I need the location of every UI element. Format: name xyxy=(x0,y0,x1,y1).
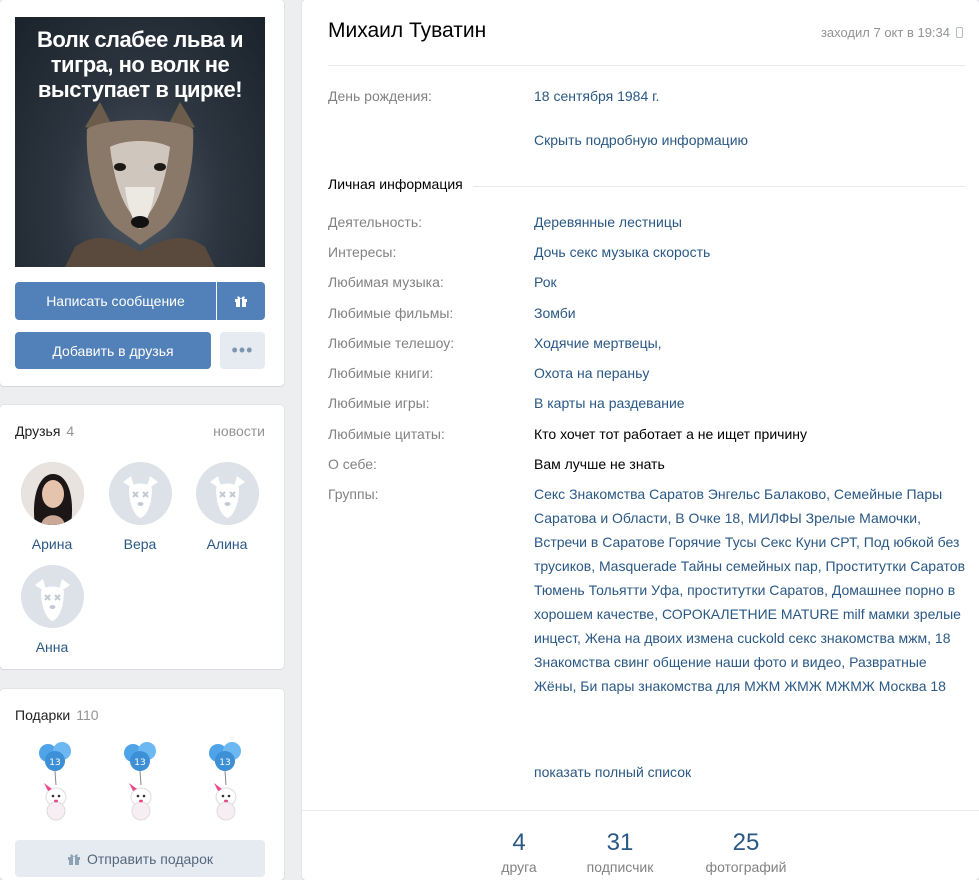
gift-item[interactable] xyxy=(28,739,88,823)
friend-avatar-placeholder xyxy=(21,565,84,628)
gift-button[interactable] xyxy=(217,282,265,320)
counter-followers[interactable] xyxy=(574,829,666,875)
counter-label: друга xyxy=(501,859,537,875)
counter-number: 25 xyxy=(732,829,760,856)
friend-avatar-placeholder xyxy=(196,462,259,525)
info-value-text: Кто хочет тот работает а не ищет причину xyxy=(534,426,808,442)
info-label: Любимая музыка: xyxy=(328,274,444,290)
show-full-list-link[interactable]: показать полный список xyxy=(534,764,692,780)
groups-list[interactable]: Секс Знакомства Саратов Энгельс Балаково, Семейные Пары Саратова и Области, В Очке 18, МИЛФЫ Зрелые Мамочки, Встречи в Саратове Горячие Тусы Секс Куни СРТ, Под юбкой без трусиков, Masquerade Тайны семейных пар, Проститутки Саратов Тюмень Тольятти Уфа, проститутки Саратов, Домашнее порно в хорошем качестве, СОРОКАЛЕТНИЕ MATURE milf мамки зрелые инцест, Жена на двоих измена cuckold секс знакомства мжм, 18 Знакомства свинг общение наши фото и видео, Развратные Жёны, Би пары знакомства для МЖМ ЖМЖ МЖМЖ Москва 18 xyxy=(534,486,966,694)
info-value-link[interactable]: Рок xyxy=(534,274,557,290)
gift-icon xyxy=(67,852,81,866)
add-friend-button[interactable]: Добавить в друзья xyxy=(15,332,211,369)
svg-text:13: 13 xyxy=(134,758,146,768)
more-actions-button[interactable]: ••• xyxy=(220,332,265,369)
last-seen-text: заходил 7 окт в 19:34 xyxy=(820,25,950,40)
friends-title: Друзья xyxy=(15,423,61,439)
profile-counters xyxy=(302,810,979,880)
counter-friends[interactable] xyxy=(494,829,544,875)
send-message-button[interactable]: Написать сообщение xyxy=(15,282,216,320)
friend-item[interactable] xyxy=(12,462,92,552)
counter-photos[interactable] xyxy=(696,829,796,875)
info-label: Группы: xyxy=(328,486,379,502)
info-label: Любимые книги: xyxy=(328,365,434,381)
friend-name: Вера xyxy=(123,536,157,552)
info-value-link[interactable]: Охота на пераньу xyxy=(534,365,650,381)
friend-name: Арина xyxy=(31,536,73,552)
info-label: Любимые цитаты: xyxy=(328,426,445,442)
section-title-personal: Личная информация xyxy=(328,176,473,192)
last-seen-status xyxy=(821,25,963,40)
info-label: Любимые телешоу: xyxy=(328,335,455,351)
gift-item[interactable] xyxy=(113,739,173,823)
friends-news-link[interactable]: новости xyxy=(213,423,265,439)
info-label: О себе: xyxy=(328,456,377,472)
gifts-header[interactable] xyxy=(15,707,99,723)
gifts-block xyxy=(0,689,284,880)
info-label: Любимые игры: xyxy=(328,395,430,411)
friend-item[interactable] xyxy=(12,565,92,655)
page-title: Михаил Туватин xyxy=(328,19,487,42)
counter-number: 31 xyxy=(606,829,634,856)
counter-label: подписчик xyxy=(586,859,654,875)
info-label: Любимые фильмы: xyxy=(328,305,454,321)
counter-number: 4 xyxy=(512,829,526,856)
balloon-dog-gift-icon xyxy=(198,739,258,823)
wolf-image xyxy=(15,17,265,267)
avatar-card xyxy=(0,0,284,386)
profile-avatar[interactable] xyxy=(15,17,265,267)
info-label: День рождения: xyxy=(328,88,432,104)
gifts-count: 110 xyxy=(76,707,99,723)
friend-avatar xyxy=(21,462,84,525)
friend-name: Анна xyxy=(35,639,69,655)
counter-label: фотографий xyxy=(705,859,787,875)
balloon-dog-gift-icon xyxy=(113,739,173,823)
friends-header[interactable] xyxy=(15,423,74,439)
gift-icon xyxy=(234,294,248,308)
gift-item[interactable] xyxy=(198,739,258,823)
info-value-link[interactable]: Ходячие мертвецы, xyxy=(534,335,662,351)
info-value-link[interactable]: 18 сентября 1984 г. xyxy=(534,88,660,104)
friend-name: Алина xyxy=(206,536,248,552)
send-gift-label: Отправить подарок xyxy=(86,850,214,867)
avatar-caption: Волк слабее льва и тигра, но волк не выступает в цирке! xyxy=(36,27,244,102)
svg-text:13: 13 xyxy=(219,758,231,768)
deactivated-dog-icon xyxy=(196,462,259,525)
info-value-link[interactable]: Деревянные лестницы xyxy=(534,214,682,230)
info-value-link[interactable]: Дочь секс музыка скорость xyxy=(534,244,711,260)
info-value-link[interactable]: В карты на раздевание xyxy=(534,395,685,411)
profile-info-card xyxy=(302,0,979,880)
friends-count: 4 xyxy=(66,423,75,439)
friends-block xyxy=(0,405,284,669)
svg-text:13: 13 xyxy=(49,758,61,768)
send-gift-button[interactable] xyxy=(15,840,265,877)
mobile-phone-icon xyxy=(956,27,963,38)
info-label: Деятельность: xyxy=(328,214,423,230)
friend-photo xyxy=(21,462,84,525)
friend-item[interactable] xyxy=(100,462,180,552)
deactivated-dog-icon xyxy=(21,565,84,628)
balloon-dog-gift-icon xyxy=(28,739,88,823)
info-value-link[interactable]: Зомби xyxy=(534,305,576,321)
friend-item[interactable] xyxy=(187,462,267,552)
friend-avatar-placeholder xyxy=(109,462,172,525)
hide-details-link[interactable]: Скрыть подробную информацию xyxy=(534,132,749,148)
deactivated-dog-icon xyxy=(109,462,172,525)
info-label: Интересы: xyxy=(328,244,397,260)
info-value-text: Вам лучше не знать xyxy=(534,456,665,472)
gifts-title: Подарки xyxy=(15,707,71,723)
header-divider xyxy=(328,65,965,66)
